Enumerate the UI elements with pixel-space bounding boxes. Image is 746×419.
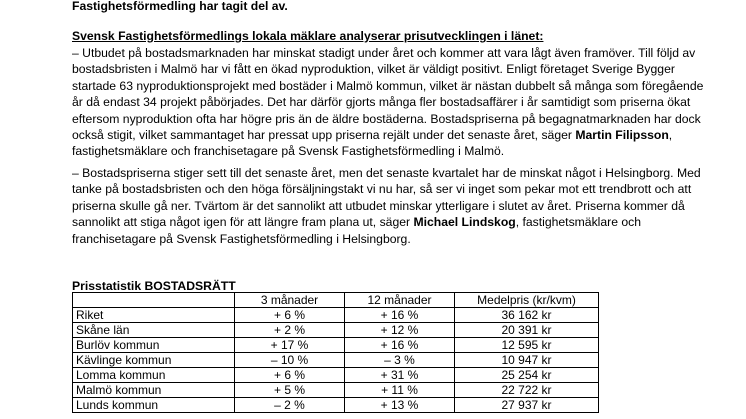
column-header xyxy=(73,293,235,308)
table-row xyxy=(73,368,599,383)
table-cell-12m: + 13 % xyxy=(345,398,455,413)
paragraph-text: också stigit, vilket sammantaget har pressat upp priserna rejält under det senaste året, säger xyxy=(72,127,576,142)
paragraph-line: – Bostadspriserna stiger sett till det senaste året, men det senaste kvartalet har de minskat något i Helsingborg. Med xyxy=(72,166,701,180)
table-cell-12m: – 3 % xyxy=(345,353,455,368)
table-cell-region: Kävlinge kommun xyxy=(73,353,235,368)
table-cell-3m: – 10 % xyxy=(235,353,345,368)
paragraph-line: – Utbudet på bostadsmarknaden har minskat stadigt under året och kommer att vara lågt även framöver. Till följd av xyxy=(72,46,696,60)
quoted-person-name: Martin Filipsson xyxy=(575,127,669,142)
paragraph-helsingborg xyxy=(72,165,712,247)
paragraph-line: priserna skulle gå ner. Tvärtom är det sannolikt att utbudet minskar ytterligare i slutet av året. Priserna kommer då xyxy=(72,198,685,213)
lead-text: Fastighetsförmedling har tagit del av. xyxy=(72,0,288,13)
section-heading: Svensk Fastighetsförmedlings lokala mäklare analyserar prisutvecklingen i länet: xyxy=(72,29,544,43)
table-row xyxy=(73,338,599,353)
column-header: 3 månader xyxy=(235,293,345,308)
table-cell-region: Skåne län xyxy=(73,323,235,338)
table-cell-12m: + 12 % xyxy=(345,323,455,338)
table-cell-3m: + 5 % xyxy=(235,383,345,398)
table-cell-12m: + 31 % xyxy=(345,368,455,383)
table-cell-price: 10 947 kr xyxy=(455,353,599,368)
paragraph-line xyxy=(72,214,712,230)
table-cell-region: Lunds kommun xyxy=(73,398,235,413)
table-cell-12m: + 16 % xyxy=(345,338,455,353)
table-row xyxy=(73,353,599,368)
table-cell-region: Lomma kommun xyxy=(73,368,235,383)
table-cell-price: 22 722 kr xyxy=(455,383,599,398)
table-cell-price: 25 254 kr xyxy=(455,368,599,383)
quoted-person-name: Michael Lindskog xyxy=(413,215,516,230)
table-cell-price: 36 162 kr xyxy=(455,308,599,323)
table-row xyxy=(73,383,599,398)
column-header: Medelpris (kr/kvm) xyxy=(455,293,599,308)
table-cell-price: 12 595 kr xyxy=(455,338,599,353)
paragraph-line: fastighetsmäklare och franchisetagare på Svensk Fastighetsförmedling i Malmö. xyxy=(72,144,505,159)
table-cell-12m: + 11 % xyxy=(345,383,455,398)
table-cell-3m: – 2 % xyxy=(235,398,345,413)
table-cell-3m: + 17 % xyxy=(235,338,345,353)
table-cell-3m: + 2 % xyxy=(235,323,345,338)
paragraph-text: , xyxy=(668,127,673,142)
paragraph-line: bostadsbristen i Malmö har vi fått en ökad nyproduktion, vilket är väldigt positivt. Enligt företaget Sverige Bygger xyxy=(72,62,675,77)
table-cell-price: 20 391 kr xyxy=(455,323,599,338)
paragraph-line: franchisetagare på Svensk Fastighetsförmedling i Helsingborg. xyxy=(72,231,411,246)
paragraph-text: , fastighetsmäklare och xyxy=(515,215,642,230)
paragraph-malmo xyxy=(72,45,712,160)
paragraph-line xyxy=(72,127,712,143)
table-title: Prisstatistik BOSTADSRÄTT xyxy=(72,279,236,293)
table-cell-region: Malmö kommun xyxy=(73,383,235,398)
paragraph-line: startade 63 nyproduktionsprojekt med bostäder i Malmö kommun, vilket är nästan dubbelt så många som föregående xyxy=(72,78,704,93)
table-row xyxy=(73,323,599,338)
table-cell-region: Riket xyxy=(73,308,235,323)
table-cell-3m: + 6 % xyxy=(235,368,345,383)
table-cell-12m: + 16 % xyxy=(345,308,455,323)
table-row xyxy=(73,308,599,323)
paragraph-line: eftersom nyproduktion ofta har högre pris än de äldre bostäderna. Bostadspriserna på begagnatmarknaden har dock xyxy=(72,111,701,126)
price-statistics-table xyxy=(72,292,599,413)
table-cell-region: Burlöv kommun xyxy=(73,338,235,353)
table-cell-3m: + 6 % xyxy=(235,308,345,323)
paragraph-line: tanke på bostadsbristen och den höga försäljningstakt vi nu har, så ser vi inget som pekar mot ett trendbrott och att xyxy=(72,182,692,197)
paragraph-line: år då endast 34 projekt påbörjades. Det har därför gjorts många fler bostadsaffärer i år samtidigt som priserna ökat xyxy=(72,95,691,110)
table-cell-price: 27 937 kr xyxy=(455,398,599,413)
column-header: 12 månader xyxy=(345,293,455,308)
table-header-row xyxy=(73,293,599,308)
table-row xyxy=(73,398,599,413)
paragraph-text: sannolikt att stiga något igen för att längre fram plana ut, säger xyxy=(72,215,414,230)
